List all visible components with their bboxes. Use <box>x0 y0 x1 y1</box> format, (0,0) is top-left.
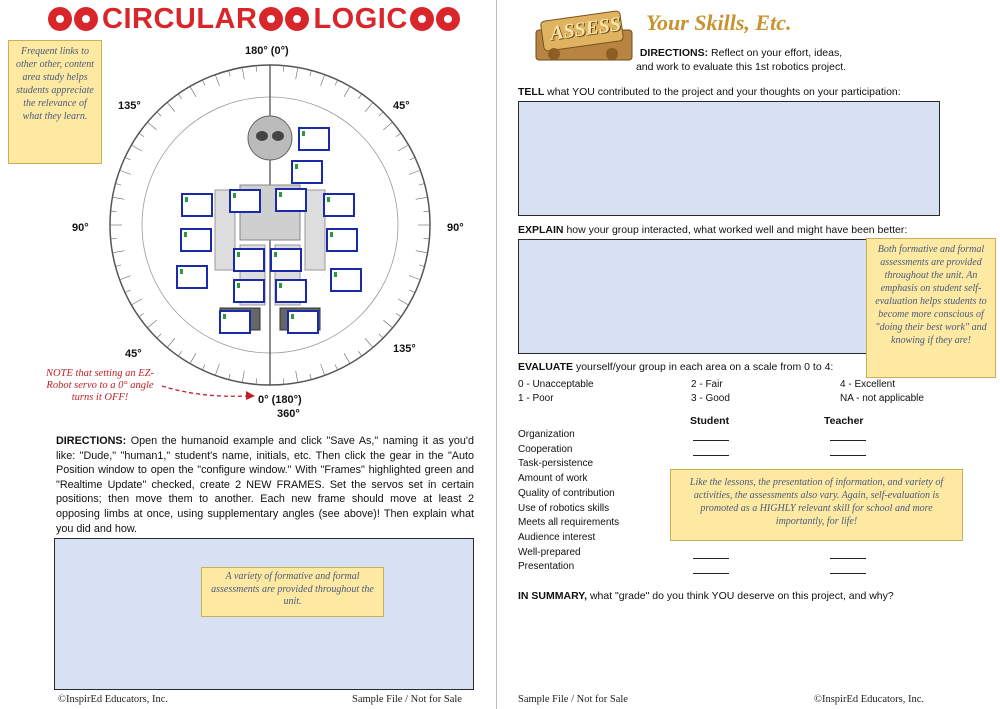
category-item: Audience interest <box>518 531 596 543</box>
category-item: Quality of contribution <box>518 487 615 499</box>
angle-label-top: 180° (0°) <box>245 45 289 57</box>
servo-position-box[interactable] <box>275 279 307 303</box>
header-title: Your Skills, Etc. <box>646 10 792 35</box>
angle-label-90-right: 90° <box>447 222 464 234</box>
evaluate-label: EVALUATE <box>518 361 574 373</box>
red-eye-icon <box>285 7 309 31</box>
right-page <box>504 0 1000 709</box>
category-list <box>518 428 658 575</box>
student-score-blank[interactable] <box>693 558 729 559</box>
servo-off-note: NOTE that setting an EZ-Robot servo to a 0° angle turns it OFF! <box>46 368 154 403</box>
student-score-blank[interactable] <box>693 455 729 456</box>
directions-paragraph <box>56 434 474 536</box>
scale-2: 2 - Fair <box>691 379 723 390</box>
teacher-score-blank[interactable] <box>830 440 866 441</box>
servo-position-box[interactable] <box>330 268 362 292</box>
servo-position-box[interactable] <box>326 228 358 252</box>
servo-position-box[interactable] <box>275 188 307 212</box>
angle-label-135-top-left: 135° <box>118 100 141 112</box>
servo-position-box[interactable] <box>323 193 355 217</box>
tell-text: what YOU contributed to the project and your thoughts on your participation: <box>547 86 901 98</box>
summary-text: what "grade" do you think YOU deserve on this project, and why? <box>589 590 894 602</box>
angle-label-360: 360° <box>277 408 300 420</box>
category-item: Cooperation <box>518 443 573 455</box>
teacher-score-blank[interactable] <box>830 573 866 574</box>
right-directions-text-2: and work to evaluate this 1st robotics project. <box>635 61 847 73</box>
servo-position-box[interactable] <box>229 189 261 213</box>
servo-position-box[interactable] <box>233 279 265 303</box>
footer-copyright: ©InspirEd Educators, Inc. <box>58 694 169 705</box>
dashed-arrow-icon <box>160 382 256 402</box>
footer-sample: Sample File / Not for Sale <box>352 694 462 705</box>
directions-label: DIRECTIONS: <box>56 435 127 447</box>
servo-position-box[interactable] <box>291 160 323 184</box>
servo-position-box[interactable] <box>298 127 330 151</box>
servo-position-box[interactable] <box>176 265 208 289</box>
red-eye-icon <box>74 7 98 31</box>
right-directions-label: DIRECTIONS: <box>639 47 709 59</box>
tell-label: TELL <box>518 86 545 98</box>
servo-position-box[interactable] <box>270 248 302 272</box>
right-directions-text-1: Reflect on your effort, ideas, <box>711 47 843 59</box>
title-word-logic: LOGIC <box>313 3 408 35</box>
angle-label-45-bottom-left: 45° <box>125 348 142 360</box>
side-note: Frequent links to other other, content area study helps students appreciate the relevance of what they learn. <box>8 40 102 164</box>
explain-prompt <box>518 224 907 236</box>
servo-position-box[interactable] <box>180 228 212 252</box>
page-title <box>48 2 462 36</box>
angle-label-135-bottom-right: 135° <box>393 343 416 355</box>
explain-label: EXPLAIN <box>518 224 564 236</box>
category-item: Well-prepared <box>518 546 581 558</box>
evaluate-prompt <box>518 361 833 373</box>
student-score-blank[interactable] <box>693 573 729 574</box>
assess-word: ASSESS <box>548 13 623 45</box>
category-item: Amount of work <box>518 473 588 485</box>
servo-position-box[interactable] <box>219 310 251 334</box>
right-directions <box>626 46 856 74</box>
column-teacher: Teacher <box>824 415 864 427</box>
category-item: Task-persistence <box>518 458 594 470</box>
column-student: Student <box>690 415 730 427</box>
scale-3: 3 - Good <box>691 393 730 404</box>
summary-label: IN SUMMARY, <box>518 590 588 602</box>
category-item: Presentation <box>518 561 575 573</box>
footer-sample: Sample File / Not for Sale <box>518 694 628 705</box>
servo-position-box[interactable] <box>287 310 319 334</box>
tell-answer-box[interactable] <box>518 101 940 216</box>
student-score-blank[interactable] <box>693 440 729 441</box>
summary-prompt <box>518 590 894 602</box>
teacher-score-blank[interactable] <box>830 455 866 456</box>
category-item: Use of robotics skills <box>518 502 610 514</box>
teacher-score-blank[interactable] <box>830 558 866 559</box>
protractor-graphic <box>100 60 440 390</box>
category-item: Organization <box>518 429 575 440</box>
servo-position-box[interactable] <box>181 193 213 217</box>
scale-4: 4 - Excellent <box>840 379 896 390</box>
red-eye-icon <box>436 7 460 31</box>
scale-1: 1 - Poor <box>518 393 554 404</box>
tell-prompt <box>518 86 901 98</box>
evaluate-text: yourself/your group in each area on a scale from 0 to 4: <box>575 361 834 373</box>
scale-na: NA - not applicable <box>840 393 924 404</box>
explain-text: how your group interacted, what worked well and might have been better: <box>566 224 908 236</box>
title-word-circular: CIRCULAR <box>102 3 258 35</box>
red-eye-icon <box>48 7 72 31</box>
formative-note: Both formative and formal assessments are provided throughout the unit. An emphasis on student self-evaluation helps students to become more conscious of "doing their best work" and knowing if they are! <box>866 238 996 378</box>
angle-label-90-left: 90° <box>72 222 89 234</box>
category-item: Meets all requirements <box>518 517 620 529</box>
footer-copyright: ©InspirEd Educators, Inc. <box>814 694 925 705</box>
assessment-note: A variety of formative and formal assessments are provided throughout the unit. <box>201 567 384 617</box>
angle-label-45-top-right: 45° <box>393 100 410 112</box>
servo-position-box[interactable] <box>233 248 265 272</box>
red-eye-icon <box>259 7 283 31</box>
left-page <box>0 0 496 709</box>
red-eye-icon <box>410 7 434 31</box>
angle-label-bottom: 0° (180°) <box>258 394 302 406</box>
directions-text: Open the humanoid example and click "Save As," naming it as you'd like: "Dude," "human1," student's name, initials, etc. Then click the gear in the "Auto Position window to open the "configure window." With "Frames" highlighted green and "Realtime Update" checked, create 2 NEW FRAMES. Set the servos set in certain positions; then move them to another. Each new frame should move at least 2 opposing limbs at once, using supplementary angles (see above)! Then explain what you did and how. <box>56 435 474 535</box>
lessons-note: Like the lessons, the presentation of information, and variety of activities, the assessments also vary. Again, self-evaluation is promoted as a HIGHLY relevant skill for school and more importantly, for life! <box>670 469 963 541</box>
scale-0: 0 - Unacceptable <box>518 379 594 390</box>
